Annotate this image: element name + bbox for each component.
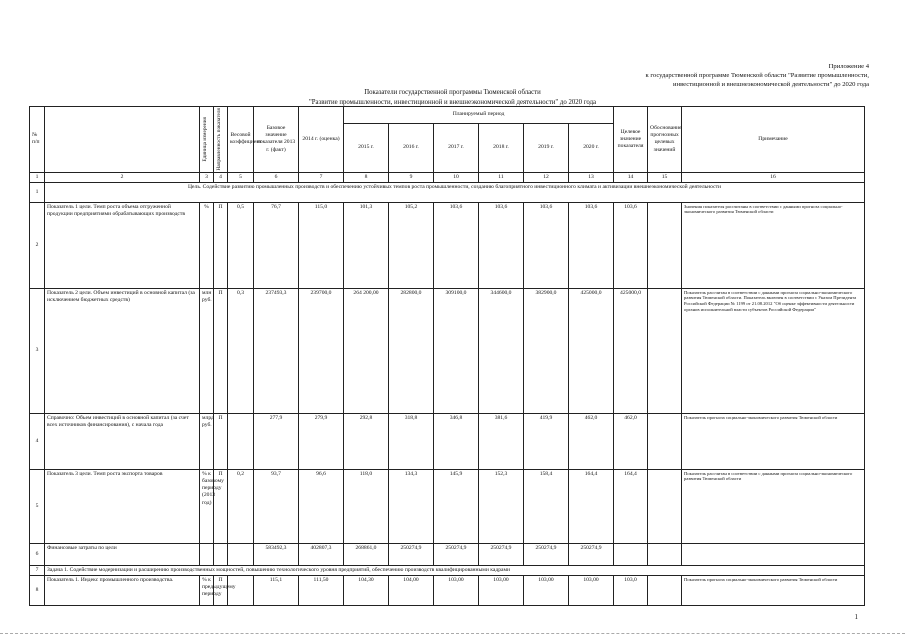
header-direction: Направленность показателя: [216, 108, 222, 171]
value-2014: 279,9: [299, 413, 344, 469]
row-number: 4: [30, 413, 45, 469]
value-2014: 115,0: [299, 202, 344, 288]
direction-cell: П: [214, 202, 228, 288]
indicator-name: Показатель 1 цели. Темп роста объема отгруженной продукции предприятиями обрабатывающих производств: [45, 202, 200, 288]
year-value: 268861,0: [344, 543, 389, 565]
table-row: [30, 202, 865, 288]
title-line-2: "Развитие промышленности, инвестиционной и внешнеэкономической деятельности" до 2020 года: [308, 98, 597, 106]
note-cell: Показатель рассчитан в соответствии с данными прогноза социально-экономического развития Тюменской области. Показатель включен в соответствии с Указом Президента Российской Федерации № 1199 от 21.08.2012 "Об оценке эффективности деятельности органов исполнительной власти субъектов Российской Федерации": [682, 288, 865, 413]
year-value: 145,9: [434, 469, 479, 543]
header-year: 2017 г.: [434, 123, 479, 172]
header-justification: Обоснование прогнозных целевых значений: [648, 107, 682, 173]
header-base: Базовое значение показателя 2013 г. (факт): [254, 107, 299, 173]
header-target: Целевое значение показателя: [614, 107, 648, 173]
note-cell: Значения показателя рассчитаны в соответствии с данными прогноза социально-экономического развития Тюменской области: [682, 202, 865, 288]
target-value: 425000,0: [614, 288, 648, 413]
column-number: 10: [434, 172, 479, 182]
target-value: 164,4: [614, 469, 648, 543]
unit-cell: % к предыдущему периоду: [200, 576, 214, 606]
header-weight: Весовой коэффициент: [228, 107, 254, 173]
column-number: 8: [344, 172, 389, 182]
year-value: 104,30: [344, 576, 389, 606]
row-number: 5: [30, 469, 45, 543]
direction-cell: П: [214, 576, 228, 606]
direction-cell: П: [214, 288, 228, 413]
weight-cell: [228, 413, 254, 469]
year-value: 250274,9: [569, 543, 614, 565]
row-number: 8: [30, 576, 45, 606]
header-year: 2018 г.: [479, 123, 524, 172]
year-value: 118,0: [344, 469, 389, 543]
header-note: Примечание: [682, 107, 865, 173]
column-number: 6: [254, 172, 299, 182]
year-value: 250274,9: [479, 543, 524, 565]
table-row: [30, 469, 865, 543]
year-value: 101,3: [344, 202, 389, 288]
header-2014: 2014 г. (оценка): [299, 107, 344, 173]
goal-text: Цель. Содействие развитию промышленных производств и обеспечению устойчивых темпов роста промышленности, созданию благоприятного инвестиционного климата и активизации внешнеэкономической деятельности: [45, 182, 865, 202]
year-value: 250274,9: [389, 543, 434, 565]
column-number: 9: [389, 172, 434, 182]
note-cell: Показатель прогноза социально-экономического развития Тюменской области: [682, 413, 865, 469]
indicator-name: Показатель 1. Индекс промышленного производства.: [45, 576, 200, 606]
appendix-line-3: инвестиционной и внешнеэкономической деятельности" до 2020 года: [673, 81, 869, 89]
row-number: 2: [30, 202, 45, 288]
table-row: [30, 288, 865, 413]
year-value: 292,8: [344, 413, 389, 469]
column-numbers-row: [30, 172, 865, 182]
table-row: [30, 413, 865, 469]
task-text: Задача 1. Содействие модернизации и расширению производственных мощностей, повышению технологического уровня предприятий, обеспечению производств квалифицированными кадрами: [45, 565, 865, 575]
year-value: 104,00: [389, 576, 434, 606]
row-number: 7: [30, 565, 45, 575]
indicator-name: Показатель 3 цели. Темп роста экспорта товаров: [45, 469, 200, 543]
note-cell: Показатель прогноза социально-экономического развития Тюменской области: [682, 576, 865, 606]
year-value: 152,3: [479, 469, 524, 543]
table-row: [30, 576, 865, 606]
indicator-name: Справочно: Объем инвестиций в основной капитал (за счет всех источников финансирования), с начала года: [45, 413, 200, 469]
column-number: 7: [299, 172, 344, 182]
base-value: 277,9: [254, 413, 299, 469]
table-row: [30, 543, 865, 565]
direction-cell: П: [214, 469, 228, 543]
column-number: 12: [524, 172, 569, 182]
appendix-line-2: к государственной программе Тюменской области "Развитие промышленности,: [645, 72, 869, 80]
value-2014: 96,6: [299, 469, 344, 543]
base-value: 115,1: [254, 576, 299, 606]
year-value: 462,0: [569, 413, 614, 469]
column-number: 15: [648, 172, 682, 182]
note-cell: Показатель рассчитан в соответствии с данными прогноза социально-экономического развития Тюменской области: [682, 469, 865, 543]
indicator-name: Финансовые затраты по цели: [45, 543, 200, 565]
value-2014: 402807,3: [299, 543, 344, 565]
year-value: 105,2: [389, 202, 434, 288]
year-value: 282800,0: [389, 288, 434, 413]
header-planned: Планируемый период: [344, 107, 614, 124]
weight-cell: 0,5: [228, 202, 254, 288]
year-value: 164,4: [569, 469, 614, 543]
year-value: 318,8: [389, 413, 434, 469]
task-row: [30, 565, 865, 575]
page-number: 1: [854, 613, 858, 621]
value-2014: 239700,0: [299, 288, 344, 413]
base-value: 583492,3: [254, 543, 299, 565]
direction-cell: П: [214, 413, 228, 469]
year-value: 103,6: [479, 202, 524, 288]
year-value: 103,6: [434, 202, 479, 288]
year-value: 264 200,00: [344, 288, 389, 413]
year-value: 103,6: [524, 202, 569, 288]
year-value: 346,8: [434, 413, 479, 469]
row-number: 1: [30, 182, 45, 202]
year-value: 103,00: [479, 576, 524, 606]
header-year: 2020 г.: [569, 123, 614, 172]
target-value: 103,0: [614, 576, 648, 606]
year-value: 250274,9: [434, 543, 479, 565]
year-value: 419,9: [524, 413, 569, 469]
year-value: 344600,0: [479, 288, 524, 413]
header-year: 2016 г.: [389, 123, 434, 172]
document-title: [0, 88, 905, 107]
base-value: 237493,3: [254, 288, 299, 413]
weight-cell: 0,3: [228, 288, 254, 413]
value-2014: 111,50: [299, 576, 344, 606]
year-value: 425000,0: [569, 288, 614, 413]
column-number: 2: [45, 172, 200, 182]
unit-cell: %: [200, 202, 214, 288]
year-value: 103,00: [569, 576, 614, 606]
indicator-name: Показатель 2 цели. Объем инвестиций в основной капитал (за исключением бюджетных средств): [45, 288, 200, 413]
scan-edge-divider: [0, 633, 905, 635]
row-number: 3: [30, 288, 45, 413]
header-year: 2019 г.: [524, 123, 569, 172]
year-value: 103,00: [434, 576, 479, 606]
column-number: 3: [200, 172, 214, 182]
year-value: 103,6: [569, 202, 614, 288]
title-line-1: Показатели государственной программы Тюменской области: [364, 89, 541, 96]
target-value: 462,0: [614, 413, 648, 469]
year-value: 103,00: [524, 576, 569, 606]
column-number: 4: [214, 172, 228, 182]
year-value: 158,4: [524, 469, 569, 543]
column-number: 14: [614, 172, 648, 182]
column-number: 1: [30, 172, 45, 182]
column-number: 16: [682, 172, 865, 182]
year-value: 134,3: [389, 469, 434, 543]
header-num: № п/п: [30, 107, 45, 173]
unit-cell: млн руб.: [200, 288, 214, 413]
base-value: 93,7: [254, 469, 299, 543]
column-number: 13: [569, 172, 614, 182]
unit-cell: % к базовому периоду (2013 год): [200, 469, 214, 543]
weight-cell: 0,2: [228, 469, 254, 543]
indicators-table: [29, 106, 865, 606]
column-number: 5: [228, 172, 254, 182]
year-value: 309100,0: [434, 288, 479, 413]
header-unit: Единица измерения: [202, 117, 208, 162]
unit-cell: млрд руб.: [200, 413, 214, 469]
appendix-line-1: Приложение 4: [828, 63, 869, 70]
year-value: 381,6: [479, 413, 524, 469]
column-number: 11: [479, 172, 524, 182]
header-year: 2015 г.: [344, 123, 389, 172]
year-value: 250274,9: [524, 543, 569, 565]
target-value: 103,6: [614, 202, 648, 288]
goal-row: [30, 182, 865, 202]
year-value: 382900,0: [524, 288, 569, 413]
base-value: 76,7: [254, 202, 299, 288]
appendix-header: [645, 62, 869, 90]
row-number: 6: [30, 543, 45, 565]
